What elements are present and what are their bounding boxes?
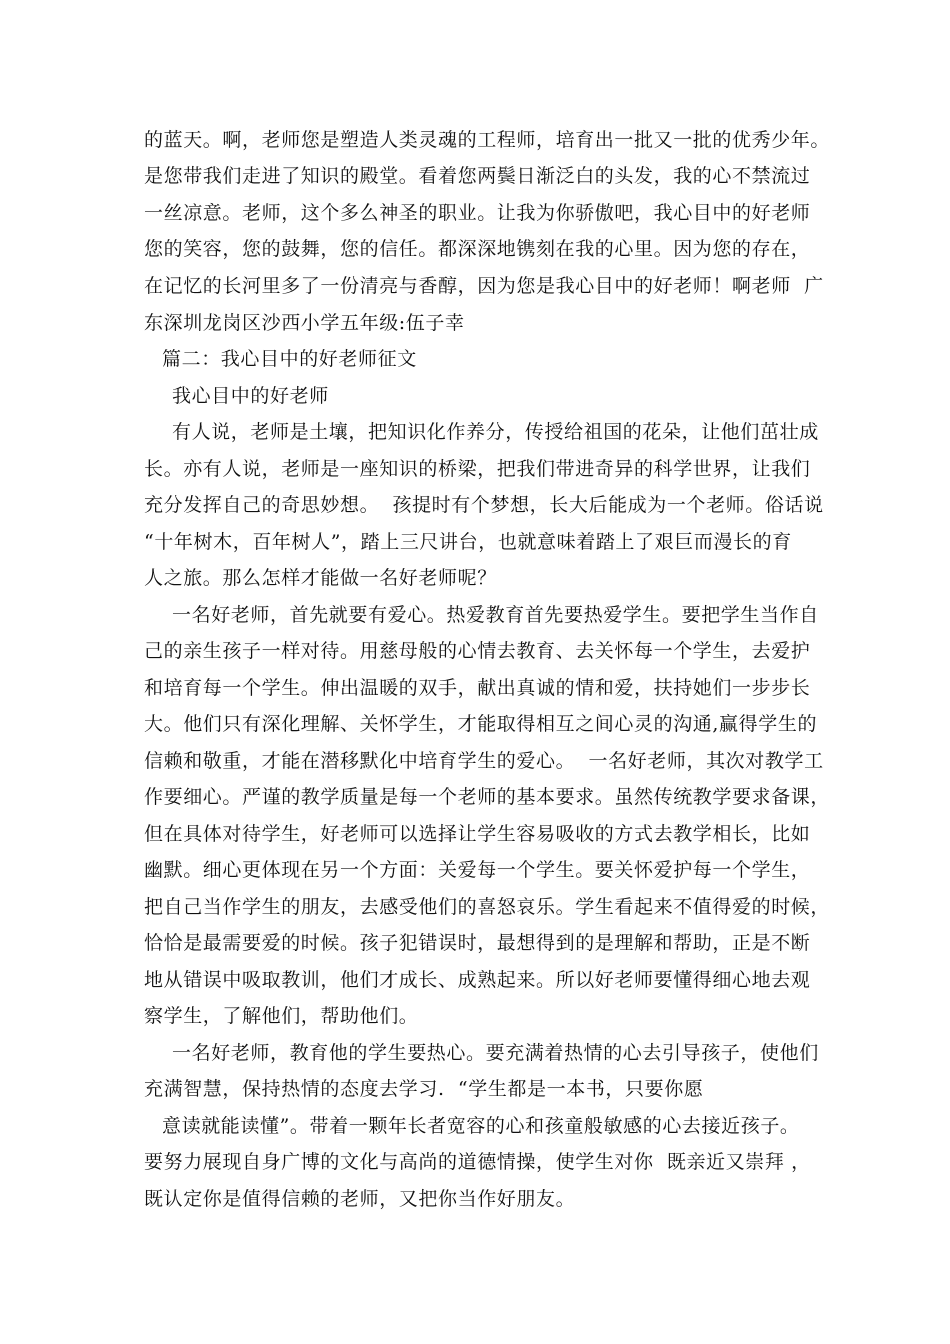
- section-heading: 篇二：我心目中的好老师征文: [162, 348, 417, 370]
- text-line: 长。亦有人说，老师是一座知识的桥梁，把我们带进奇异的科学世界，让我们: [144, 458, 811, 480]
- text-line: 您的笑容，您的鼓舞，您的信任。都深深地镌刻在我的心里。因为您的存在，: [144, 238, 811, 260]
- text-line: 在记忆的长河里多了一份清亮与香醇，因为您是我心目中的好老师！啊老师 广: [144, 275, 824, 297]
- text-line: 把自己当作学生的朋友，去感受他们的喜怒哀乐。学生看起来不值得爱的时候，: [144, 896, 831, 918]
- text-line: 恰恰是最需要爱的时候。孩子犯错误时，最想得到的是理解和帮助，正是不断: [144, 932, 811, 954]
- text-line: 有人说，老师是土壤，把知识化作养分，传授给祖国的花朵，让他们茁壮成: [172, 421, 819, 443]
- text-line: 信赖和敬重，才能在潜移默化中培育学生的爱心。 一名好老师，其次对教学工: [144, 750, 824, 772]
- text-line: 幽默。细心更体现在另一个方面：关爱每一个学生。要关怀爱护每一个学生，: [144, 859, 811, 881]
- text-line: 既认定你是值得信赖的老师，又把你当作好朋友。: [144, 1188, 576, 1210]
- text-line: 意读就能读懂”。带着一颗年长者宽容的心和孩童般敏感的心去接近孩子。: [162, 1115, 800, 1137]
- text-line: 作要细心。严谨的教学质量是每一个老师的基本要求。虽然传统教学要求备课，: [144, 786, 831, 808]
- text-line: 东深圳龙岗区沙西小学五年级:伍子幸: [144, 312, 465, 334]
- text-line: 大。他们只有深化理解、关怀学生，才能取得相互之间心灵的沟通,赢得学生的: [144, 713, 818, 735]
- text-line: 人之旅。那么怎样才能做一名好老师呢？: [144, 567, 497, 589]
- text-line: 一名好老师，首先就要有爱心。热爱教育首先要热爱学生。要把学生当作自: [172, 604, 819, 626]
- text-line: 一丝凉意。老师，这个多么神圣的职业。让我为你骄傲吧，我心目中的好老师: [144, 202, 811, 224]
- text-line: 但在具体对待学生，好老师可以选择让学生容易吸收的方式去教学相长，比如: [144, 823, 811, 845]
- text-line: 充分发挥自己的奇思妙想。 孩提时有个梦想，长大后能成为一个老师。俗话说: [144, 494, 824, 516]
- text-line: 充满智慧，保持热情的态度去学习. “学生都是一本书，只要你愿: [144, 1078, 704, 1100]
- text-line: 察学生，了解他们，帮助他们。: [144, 1005, 419, 1027]
- text-line: 是您带我们走进了知识的殿堂。看着您两鬓日渐泛白的头发，我的心不禁流过: [144, 165, 811, 187]
- text-line: 要努力展现自身广博的文化与高尚的道德情操，使学生对你 既亲近又崇拜 ，: [144, 1151, 811, 1173]
- text-line: 己的亲生孩子一样对待。用慈母般的心情去教育、去关怀每一个学生，去爱护: [144, 640, 811, 662]
- text-line: 和培育每一个学生。伸出温暖的双手，献出真诚的情和爱，扶持她们一步步长: [144, 677, 811, 699]
- text-line: 一名好老师，教育他的学生要热心。要充满着热情的心去引导孩子，使他们: [172, 1042, 819, 1064]
- text-line: “十年树木，百年树人”，踏上三尺讲台，也就意味着踏上了艰巨而漫长的育: [144, 531, 792, 553]
- article-title: 我心目中的好老师: [172, 385, 329, 407]
- text-line: 地从错误中吸取教训，他们才成长、成熟起来。所以好老师要懂得细心地去观: [144, 969, 811, 991]
- text-line: 的蓝天。啊，老师您是塑造人类灵魂的工程师，培育出一批又一批的优秀少年。: [144, 129, 831, 151]
